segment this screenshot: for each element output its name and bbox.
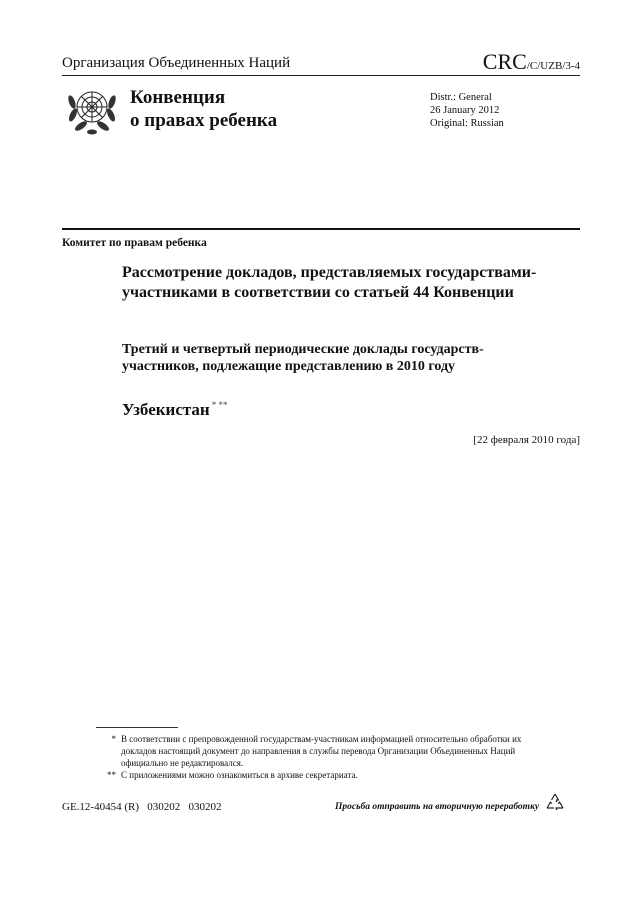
footnote-mark: ** (107, 770, 116, 780)
main-title: Рассмотрение докладов, представляемых государствами-участниками в соответствии со статьей 44 Конвенции (122, 264, 537, 301)
footnote-rule (96, 727, 178, 728)
document-symbol (483, 49, 580, 75)
sub-title: Третий и четвертый периодические доклады государств-участников, подлежащие представлению в 2010 году (122, 342, 484, 374)
convention-title (130, 86, 277, 132)
job-number: GE.12-40454 (R) 030202 030202 (62, 801, 222, 813)
footnote (96, 769, 546, 781)
distribution-block (430, 91, 504, 130)
un-emblem-icon (64, 82, 120, 138)
convention-title-line1: Конвенция (130, 87, 226, 108)
footnotes (96, 733, 546, 781)
organization-name: Организация Объединенных Наций (62, 55, 291, 71)
original-language: Original: Russian (430, 118, 504, 129)
country-heading (122, 400, 227, 420)
footnote-text: С приложениями можно ознакомиться в архиве секретариата. (121, 770, 358, 780)
issue-date: 26 January 2012 (430, 105, 500, 116)
footnote-text: В соответствии с препровожденной государствам-участникам информацией относительно обработки их докладов настоящий документ до направления в службы перевода Организации Объединенных Наций официально не редактировался. (121, 734, 522, 768)
footnote (96, 733, 546, 769)
convention-title-line2: о правах ребенка (130, 110, 278, 131)
distribution-status: Distr.: General (430, 92, 492, 103)
recycle-icon (543, 791, 567, 815)
title-rule (62, 228, 580, 230)
document-symbol-rest: /C/UZB/3-4 (526, 60, 580, 72)
country-name: Узбекистан (122, 400, 210, 419)
country-footnote-marks: * ** (211, 400, 228, 411)
recycle-notice: Просьба отправить на вторичную переработку (335, 802, 540, 812)
header-rule (62, 75, 580, 76)
footnote-mark: * (111, 734, 116, 744)
committee-name: Комитет по правам ребенка (62, 237, 207, 249)
document-symbol-main: CRC (482, 49, 527, 74)
report-date: [22 февраля 2010 года] (473, 434, 580, 446)
